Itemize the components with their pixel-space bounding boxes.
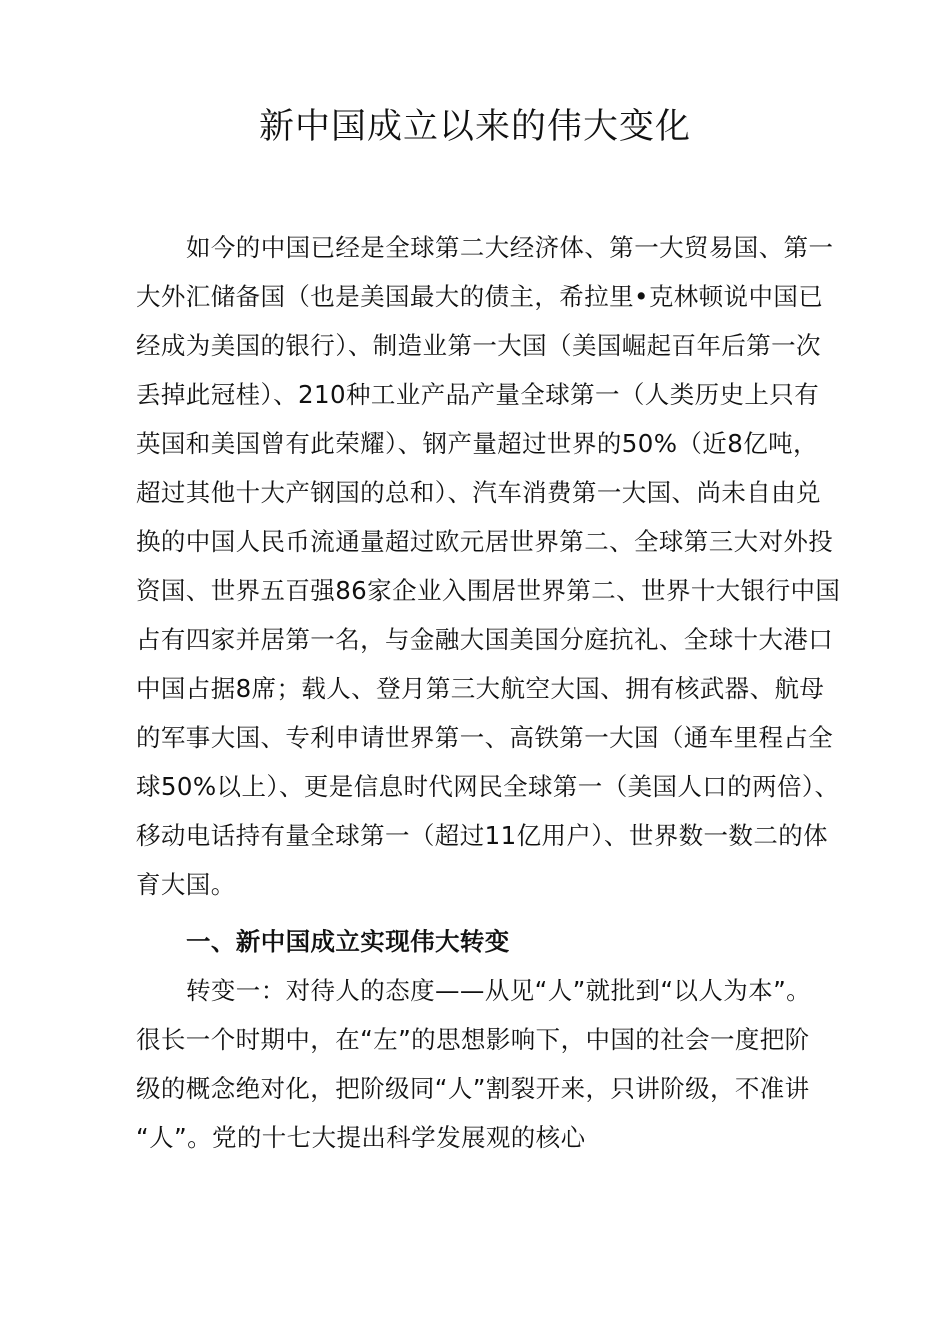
paragraph-line: 占有四家并居第一名，与金融大国美国分庭抗礼、全球十大港口: [136, 625, 834, 654]
paragraph-line: 移动电话持有量全球第一（超过11亿用户）、世界数一数二的体: [136, 821, 829, 850]
paragraph-line: 英国和美国曾有此荣耀）、钢产量超过世界的50%（近8亿吨，: [136, 429, 818, 458]
paragraph-line: 育大国。: [136, 870, 236, 899]
paragraph-1: [136, 223, 841, 909]
paragraph-line: 级的概念绝对化，把阶级同“人”割裂开来，只讲阶级，不准讲: [136, 1074, 810, 1103]
paragraph-line: 丢掉此冠桂）、210种工业产品产量全球第一（人类历史上只有: [136, 380, 820, 409]
paragraph-line: 超过其他十大产钢国的总和）、汽车消费第一大国、尚未自由兑: [136, 478, 821, 507]
paragraph-line: 大外汇储备国（也是美国最大的债主，希拉里•克林顿说中国已: [136, 282, 824, 311]
paragraph-line: 如今的中国已经是全球第二大经济体、第一大贸易国、第一: [186, 233, 834, 262]
paragraph-line: “人”。党的十七大提出科学发展观的核心: [136, 1123, 586, 1152]
document-title: 新中国成立以来的伟大变化: [258, 107, 691, 147]
paragraph-line: 换的中国人民币流通量超过欧元居世界第二、全球第三大对外投: [136, 527, 834, 556]
paragraph-line: 资国、世界五百强86家企业入围居世界第二、世界十大银行中国: [136, 576, 841, 605]
paragraph-line: 球50%以上）、更是信息时代网民全球第一（美国人口的两倍）、: [136, 772, 840, 801]
paragraph-line: 的军事大国、专利申请世界第一、高铁第一大国（通车里程占全: [136, 723, 834, 752]
paragraph-line: 很长一个时期中，在“左”的思想影响下，中国的社会一度把阶: [136, 1025, 810, 1054]
paragraph-line: 中国占据8席；载人、登月第三大航空大国、拥有核武器、航母: [136, 674, 825, 703]
paragraph-line: 经成为美国的银行）、制造业第一大国（美国崛起百年后第一次: [136, 331, 821, 360]
paragraph-line: 转变一：对待人的态度——从见“人”就批到“以人为本”。: [186, 976, 812, 1005]
section-1: [136, 917, 832, 1162]
section-heading: 一、新中国成立实现伟大转变: [186, 927, 510, 956]
